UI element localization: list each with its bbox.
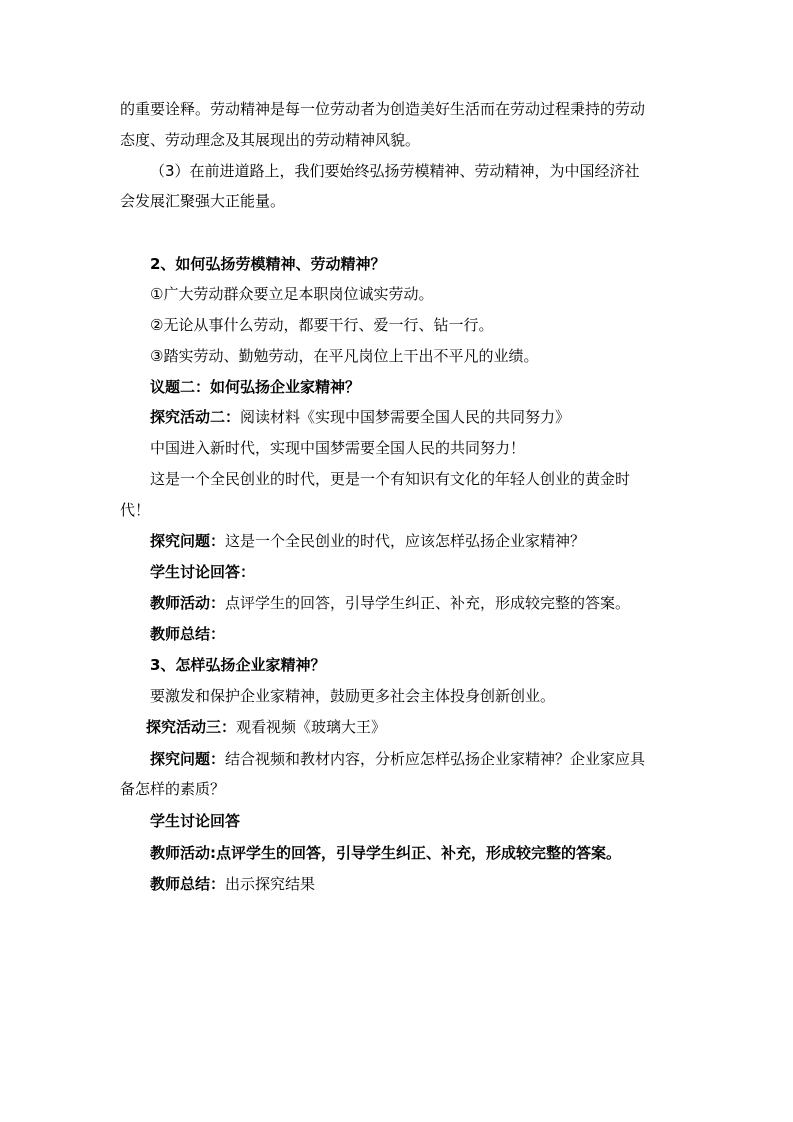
activity-three-text: 观看视频《玻璃大王》 xyxy=(236,718,387,736)
list-item: ①广大劳动群众要立足本职岗位诚实劳动。 xyxy=(150,285,434,303)
paragraph-line: 会发展汇聚强大正能量。 xyxy=(120,192,286,210)
activity-two-line xyxy=(150,406,570,428)
teacher-activity-line xyxy=(150,592,630,614)
question-two-label: 探究问题： xyxy=(150,750,226,768)
activity-three-line xyxy=(146,716,386,738)
section-heading-2: 2、如何弘扬劳模精神、劳动精神？ xyxy=(150,255,386,273)
activity-two-label: 探究活动二： xyxy=(150,408,241,426)
paragraph-line: 要激发和保护企业家精神，鼓励更多社会主体投身创新创业。 xyxy=(150,687,556,705)
teacher-activity-label: 教师活动： xyxy=(150,594,226,612)
list-item: ②无论从事什么劳动，都要干行、爱一行、钻一行。 xyxy=(150,316,494,334)
paragraph-line: 态度、劳动理念及其展现出的劳动精神风貌。 xyxy=(120,131,421,149)
question-two-line xyxy=(150,748,645,770)
teacher-summary-label: 教师总结： xyxy=(150,875,226,893)
question-one-line xyxy=(150,530,585,552)
activity-two-text: 阅读材料《实现中国梦需要全国人民的共同努力》 xyxy=(240,408,571,426)
section-heading-3: 3、怎样弘扬企业家精神？ xyxy=(150,656,326,674)
paragraph-line: 备怎样的素质？ xyxy=(120,780,226,798)
question-two-text: 结合视频和教材内容，分析应怎样弘扬企业家精神？企业家应具 xyxy=(225,750,646,768)
paragraph-line: 中国进入新时代，实现中国梦需要全国人民的共同努力！ xyxy=(150,439,526,457)
student-discussion-label: 学生讨论回答 xyxy=(150,812,241,830)
paragraph-line: 的重要诠释。劳动精神是每一位劳动者为创造美好生活而在劳动过程秉持的劳动 xyxy=(120,100,646,118)
paragraph-line: 这是一个全民创业的时代，更是一个有知识有文化的年轻人创业的黄金时 xyxy=(150,470,631,488)
list-item: ③踏实劳动、勤勉劳动，在平凡岗位上干出不平凡的业绩。 xyxy=(150,347,539,365)
activity-three-label: 探究活动三： xyxy=(146,718,237,736)
question-one-label: 探究问题： xyxy=(150,532,226,550)
teacher-activity-text: 点评学生的回答，引导学生纠正、补充，形成较完整的答案。 xyxy=(225,594,631,612)
question-one-text: 这是一个全民创业的时代，应该怎样弘扬企业家精神？ xyxy=(225,532,586,550)
student-discussion-label: 学生讨论回答： xyxy=(150,563,256,581)
topic-two-heading: 议题二：如何弘扬企业家精神？ xyxy=(150,378,361,396)
teacher-summary-text: 出示探究结果 xyxy=(225,875,316,893)
paragraph-line: 代！ xyxy=(120,501,151,519)
paragraph-line: （3）在前进道路上，我们要始终弘扬劳模精神、劳动精神，为中国经济社 xyxy=(150,162,640,180)
teacher-summary-line xyxy=(150,873,315,895)
teacher-activity-line: 教师活动:点评学生的回答，引导学生纠正、补充，形成较完整的答案。 xyxy=(150,844,622,862)
teacher-summary-label: 教师总结： xyxy=(150,625,226,643)
